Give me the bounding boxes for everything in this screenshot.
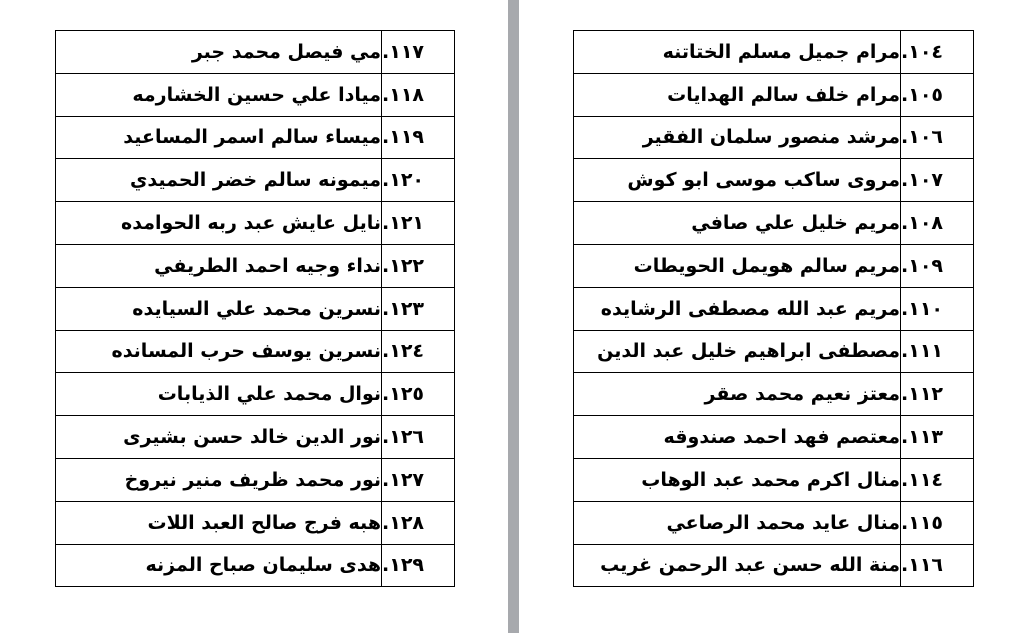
person-name: منال اكرم محمد عبد الوهاب xyxy=(574,458,901,501)
row-number: ١١٩. xyxy=(382,116,455,159)
names-table-left xyxy=(55,30,455,587)
table-row xyxy=(574,244,974,287)
row-number: ١٠٥. xyxy=(901,73,974,116)
person-name: نايل عايش عبد ربه الحوامده xyxy=(56,202,382,245)
table-row xyxy=(56,330,455,373)
row-number: ١٢٣. xyxy=(382,287,455,330)
row-number: ١١٤. xyxy=(901,458,974,501)
table-row xyxy=(574,544,974,587)
names-table-body xyxy=(56,31,455,587)
table-row xyxy=(56,73,455,116)
table-row xyxy=(56,544,455,587)
person-name: مرام خلف سالم الهدايات xyxy=(574,73,901,116)
row-number: ١٢٥. xyxy=(382,373,455,416)
row-number: ١٢٤. xyxy=(382,330,455,373)
person-name: مصطفى ابراهيم خليل عبد الدين xyxy=(574,330,901,373)
person-name: نور محمد ظريف منير نيروخ xyxy=(56,458,382,501)
names-table-right xyxy=(573,30,974,587)
table-row xyxy=(574,202,974,245)
names-table-body xyxy=(574,31,974,587)
row-number: ١٠٨. xyxy=(901,202,974,245)
document-page-left xyxy=(0,0,508,633)
table-row xyxy=(574,330,974,373)
table-row xyxy=(574,287,974,330)
row-number: ١٢٠. xyxy=(382,159,455,202)
row-number: ١٠٩. xyxy=(901,244,974,287)
person-name: مرام جميل مسلم الختاتنه xyxy=(574,31,901,74)
person-name: منة الله حسن عبد الرحمن غريب xyxy=(574,544,901,587)
table-row xyxy=(574,373,974,416)
document-page-right xyxy=(519,0,1024,633)
row-number: ١٠٤. xyxy=(901,31,974,74)
row-number: ١٢٩. xyxy=(382,544,455,587)
row-number: ١١٧. xyxy=(382,31,455,74)
row-number: ١١٦. xyxy=(901,544,974,587)
row-number: ١٢٢. xyxy=(382,244,455,287)
row-number: ١٢٨. xyxy=(382,501,455,544)
person-name: مريم سالم هويمل الحويطات xyxy=(574,244,901,287)
person-name: معتصم فهد احمد صندوقه xyxy=(574,416,901,459)
table-row xyxy=(56,416,455,459)
table-row xyxy=(56,116,455,159)
row-number: ١١١. xyxy=(901,330,974,373)
row-number: ١١٥. xyxy=(901,501,974,544)
person-name: مريم خليل علي صافي xyxy=(574,202,901,245)
row-number: ١٠٧. xyxy=(901,159,974,202)
row-number: ١٢٦. xyxy=(382,416,455,459)
person-name: هدى سليمان صباح المزنه xyxy=(56,544,382,587)
person-name: نوال محمد علي الذيابات xyxy=(56,373,382,416)
table-row xyxy=(574,458,974,501)
person-name: معتز نعيم محمد صقر xyxy=(574,373,901,416)
table-row xyxy=(56,373,455,416)
table-row xyxy=(56,458,455,501)
row-number: ١١٢. xyxy=(901,373,974,416)
row-number: ١٠٦. xyxy=(901,116,974,159)
person-name: مريم عبد الله مصطفى الرشايده xyxy=(574,287,901,330)
table-row xyxy=(574,501,974,544)
table-row xyxy=(574,159,974,202)
row-number: ١١٣. xyxy=(901,416,974,459)
table-row xyxy=(56,202,455,245)
table-row xyxy=(574,416,974,459)
row-number: ١٢١. xyxy=(382,202,455,245)
table-row xyxy=(574,31,974,74)
person-name: نور الدين خالد حسن بشيرى xyxy=(56,416,382,459)
table-row xyxy=(56,244,455,287)
person-name: مرشد منصور سلمان الفقير xyxy=(574,116,901,159)
table-row xyxy=(56,501,455,544)
row-number: ١٢٧. xyxy=(382,458,455,501)
table-row xyxy=(574,116,974,159)
person-name: ميادا علي حسين الخشارمه xyxy=(56,73,382,116)
row-number: ١١٠. xyxy=(901,287,974,330)
person-name: ميمونه سالم خضر الحميدي xyxy=(56,159,382,202)
person-name: مروى ساكب موسى ابو كوش xyxy=(574,159,901,202)
person-name: نسرين محمد علي السيايده xyxy=(56,287,382,330)
table-row xyxy=(574,73,974,116)
person-name: منال عايد محمد الرصاعي xyxy=(574,501,901,544)
person-name: مي فيصل محمد جبر xyxy=(56,31,382,74)
table-row xyxy=(56,31,455,74)
person-name: نسرين يوسف حرب المسانده xyxy=(56,330,382,373)
person-name: ميساء سالم اسمر المساعيد xyxy=(56,116,382,159)
table-row xyxy=(56,287,455,330)
person-name: هبه فرج صالح العبد اللات xyxy=(56,501,382,544)
page-gutter xyxy=(508,0,519,633)
row-number: ١١٨. xyxy=(382,73,455,116)
person-name: نداء وجيه احمد الطريفي xyxy=(56,244,382,287)
table-row xyxy=(56,159,455,202)
